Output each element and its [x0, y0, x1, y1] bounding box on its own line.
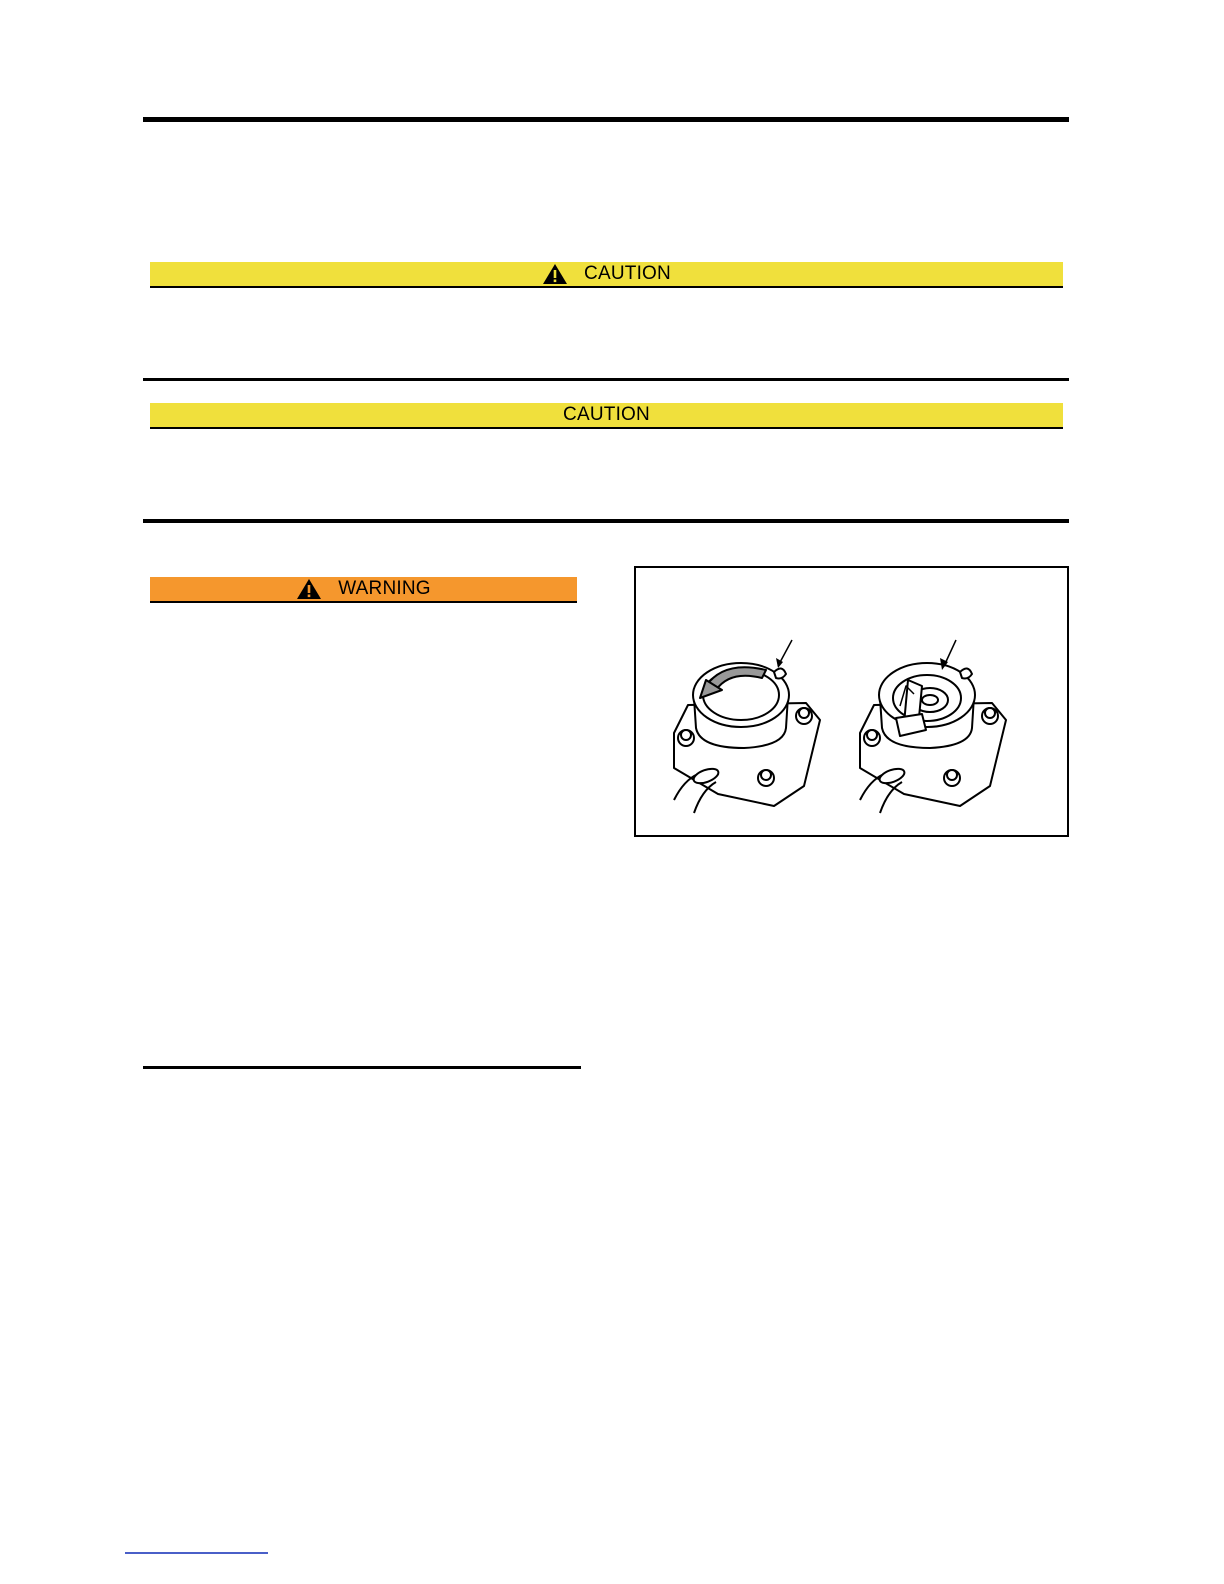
section-divider [143, 519, 1069, 523]
caution-label: CAUTION [584, 263, 671, 284]
fuel-cap-closed-illustration [674, 640, 820, 813]
header-rule [143, 117, 1069, 122]
warning-label: WARNING [338, 578, 431, 599]
warning-banner [150, 577, 577, 603]
caution-label: CAUTION [563, 404, 650, 425]
warning-triangle-icon [296, 578, 322, 600]
section-divider [143, 378, 1069, 381]
section-end-rule [143, 1066, 581, 1069]
fuel-cap-open-illustration [860, 640, 1006, 813]
footer-link-underline[interactable] [125, 1552, 268, 1554]
fuel-cap-figure [634, 566, 1069, 837]
caution-banner-notice [150, 403, 1063, 429]
caution-banner [150, 262, 1063, 288]
fuel-cap-illustration [636, 568, 1067, 835]
warning-triangle-icon [542, 263, 568, 285]
